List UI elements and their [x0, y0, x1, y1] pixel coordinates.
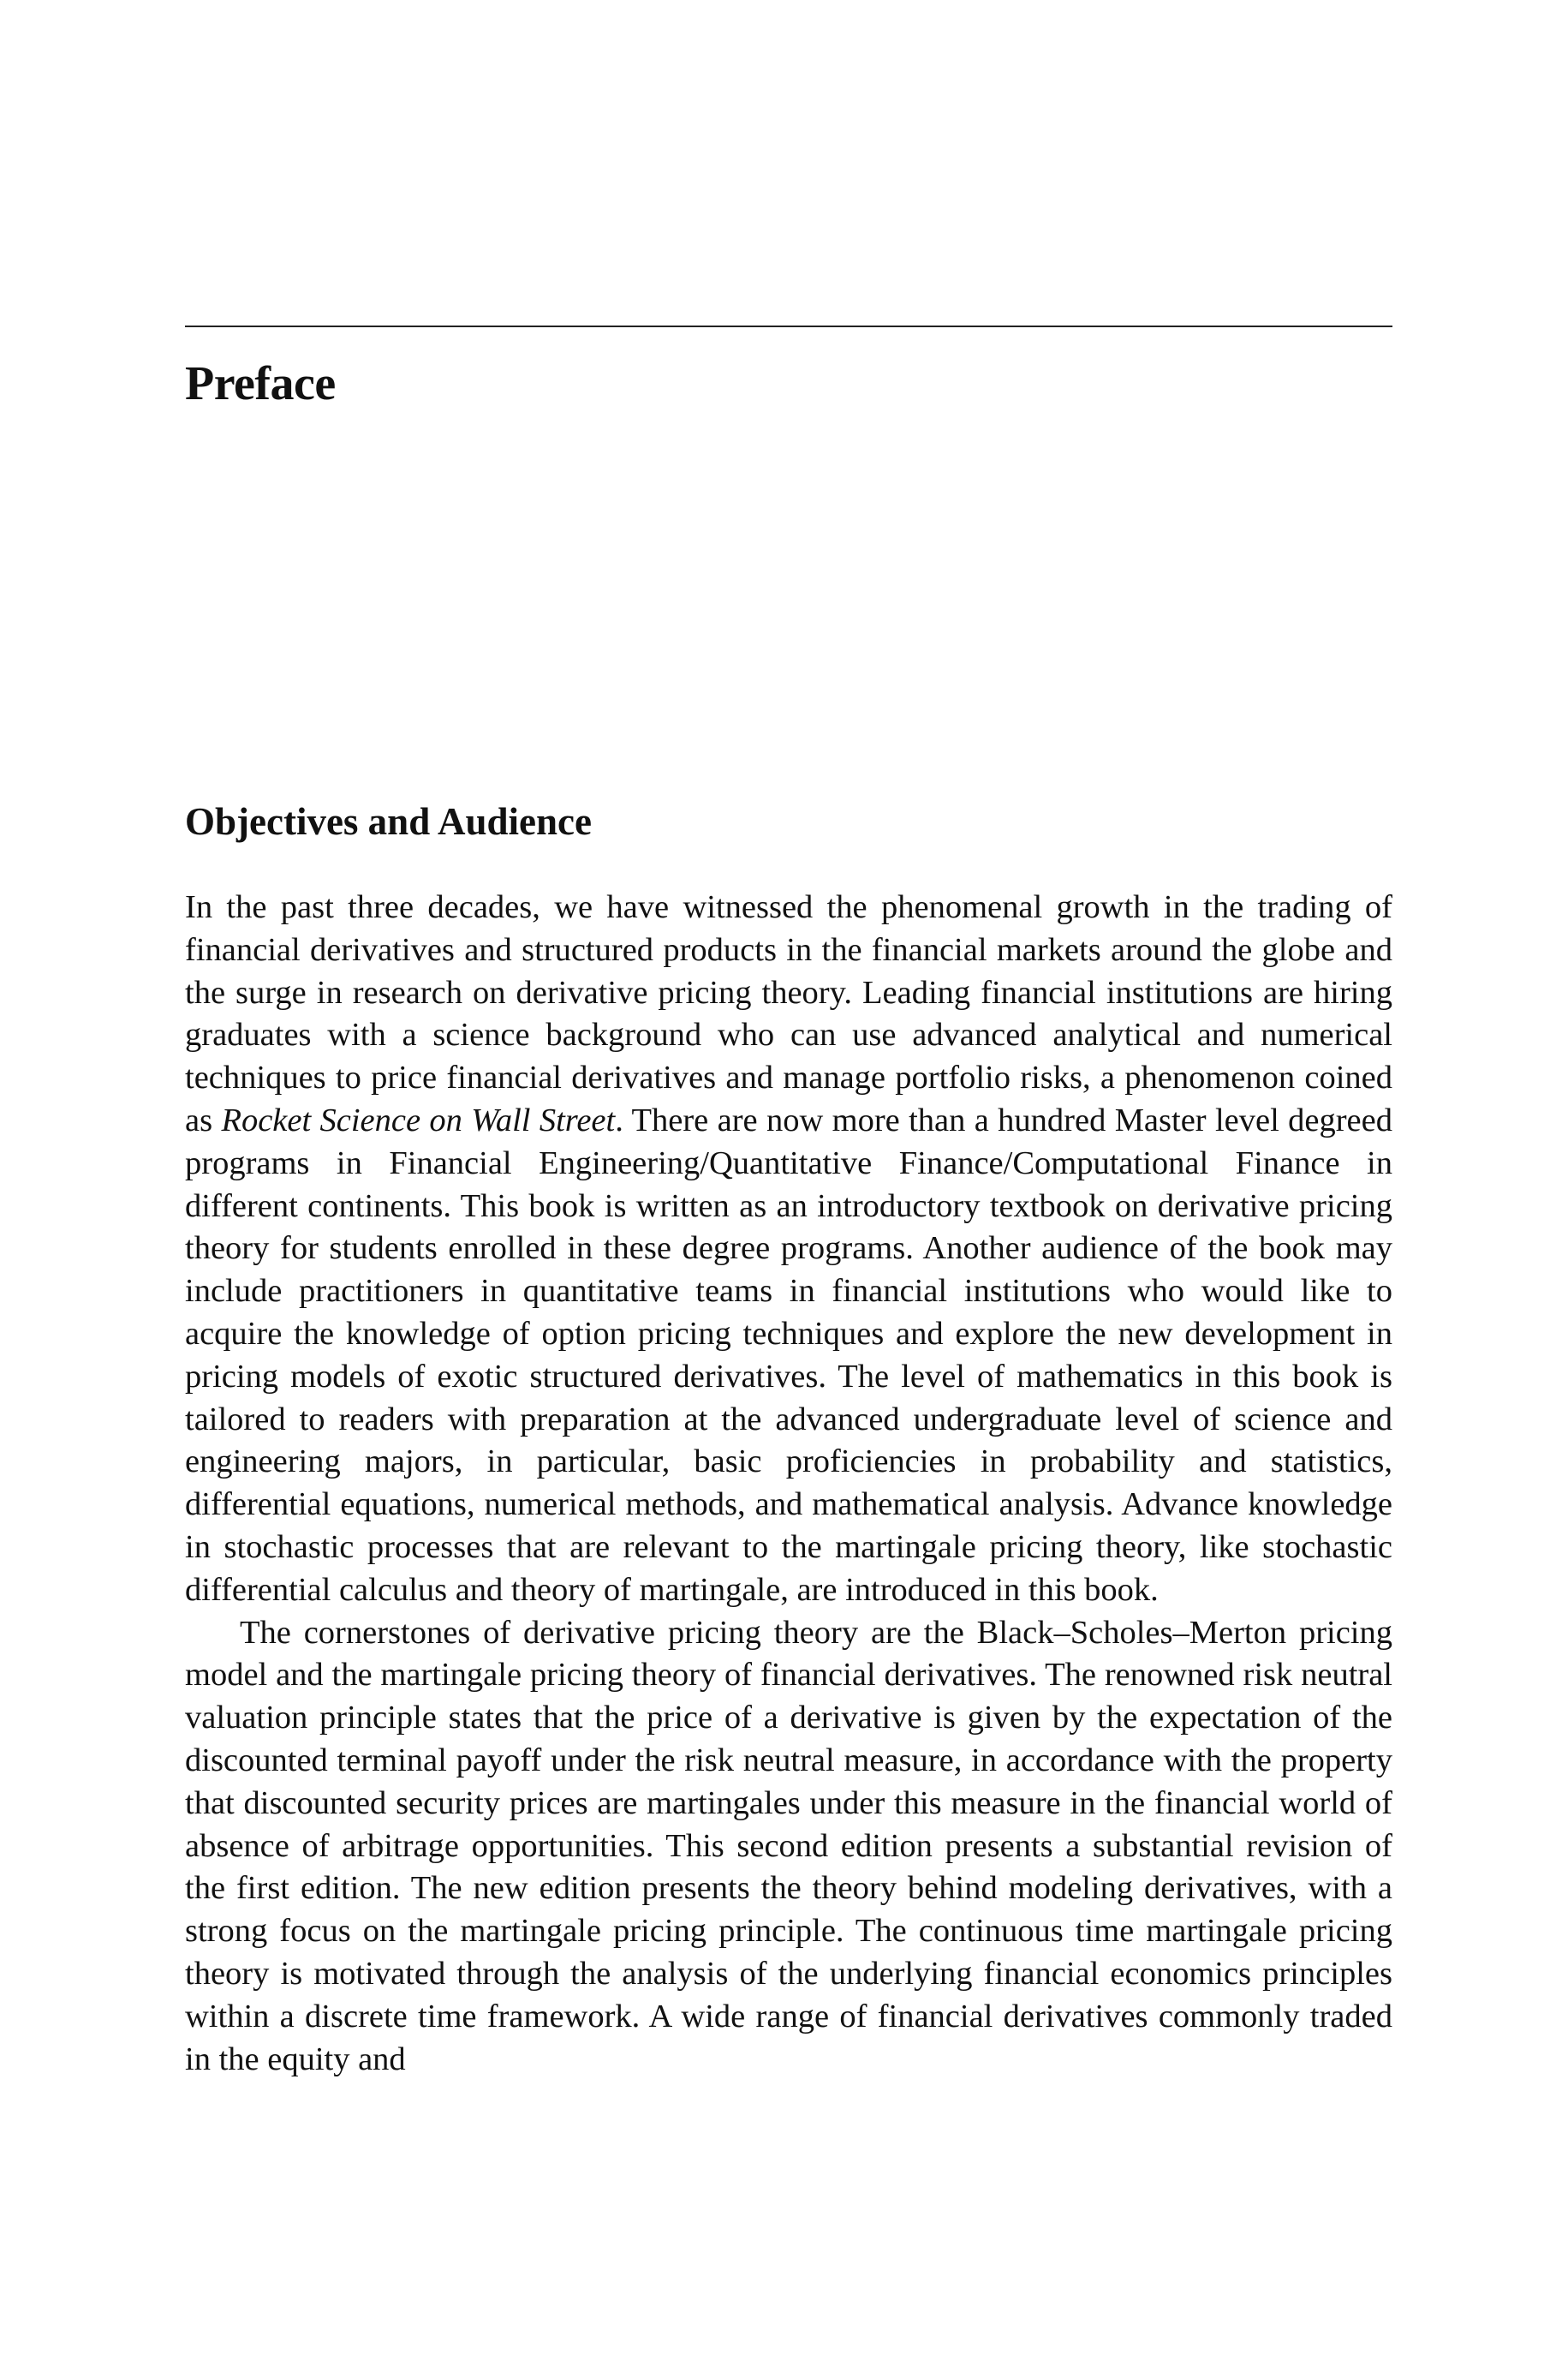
paragraph-1-emphasis: Rocket Science on Wall Street [221, 1102, 616, 1138]
paragraph-1 [185, 887, 1392, 1612]
section-title: Objectives and Audience [185, 800, 593, 843]
book-page [185, 0, 1392, 2378]
chapter-rule [185, 326, 1392, 327]
chapter-title: Preface [185, 357, 336, 410]
paragraph-1-text-before: In the past three decades, we have witnessed the phenomenal growth in the trading of financial derivatives and structured products in the financial markets around the globe and the surge in research on derivative pricing theory. Leading financial institutions are hiring graduates with a science background who can use advanced analytical and numerical techniques to price financial derivatives and manage portfolio risks, a phenomenon coined as [185, 889, 1392, 1138]
paragraph-1-text-after: . There are now more than a hundred Master level degreed programs in Financial Engineering/Quantitative Finance/Computational Finance in different continents. This book is written as an introductory textbook on derivative pricing theory for students enrolled in these degree programs. Another audience of the book may include practitioners in quantitative teams in financial institutions who would like to acquire the knowledge of option pricing techniques and explore the new development in pricing models of exotic structured derivatives. The level of mathematics in this book is tailored to readers with preparation at the advanced undergraduate level of science and engineering majors, in particular, basic proficiencies in probability and statistics, differential equations, numerical methods, and mathematical analysis. Advance knowledge in stochastic processes that are relevant to the martingale pricing theory, like stochastic differential calculus and theory of martingale, are introduced in this book. [185, 1102, 1392, 1608]
paragraph-2: The cornerstones of derivative pricing theory are the Black–Scholes–Merton pricing model and the martingale pricing theory of financial derivatives. The renowned risk neutral valuation principle states that the price of a derivative is given by the expectation of the discounted terminal payoff under the risk neutral measure, in accordance with the property that discounted security prices are martingales under this measure in the financial world of absence of arbitrage opportunities. This second edition presents a substantial revision of the first edition. The new edition presents the theory behind modeling derivatives, with a strong focus on the martingale pricing principle. The continuous time martingale pricing theory is motivated through the analysis of the underlying financial economics principles within a discrete time framework. A wide range of financial derivatives commonly traded in the equity and [185, 1614, 1392, 2077]
body-text [185, 887, 1392, 2081]
